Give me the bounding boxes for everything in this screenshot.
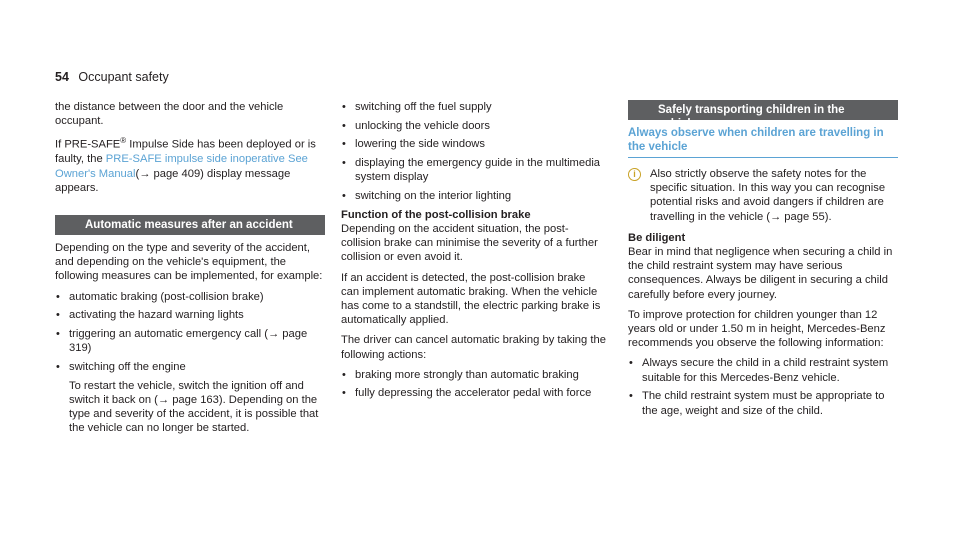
subsection-heading: Always observe when children are travelling in the vehicle	[628, 126, 898, 158]
paragraph: If an accident is detected, the post-collision brake can implement automatic braking. When the vehicle has come to a standstill, the electric parking brake is automatically applied.	[341, 271, 601, 327]
registered-mark: ®	[120, 136, 127, 146]
list-item: • triggering an automatic emergency call (→ page 319)	[55, 327, 325, 355]
text: Impulse Side has been deployed or is faulty, the	[55, 139, 316, 166]
page-header	[55, 70, 169, 84]
paragraph: Depending on the type and severity of the accident, and depending on the vehicle's equipment, the following measures can be implemented, for example:	[55, 241, 323, 283]
child-safety-list	[628, 356, 898, 417]
list-item: • switching off the engine	[55, 360, 325, 374]
list-item: • Always secure the child in a child restraint system suitable for this Mercedes-Benz vehicle.	[628, 356, 898, 384]
list-item: • fully depressing the accelerator pedal with force	[341, 386, 606, 400]
section-heading: Automatic measures after an accident	[55, 215, 325, 235]
list-item: • lowering the side windows	[341, 137, 606, 151]
actions-list	[341, 368, 606, 401]
section-heading: Safely transporting children in the vehicle	[628, 100, 898, 120]
paragraph: The driver can cancel automatic braking by taking the following actions:	[341, 334, 606, 361]
section-title: Occupant safety	[78, 70, 169, 84]
list-item: • switching off the fuel supply	[341, 100, 606, 114]
list-item: • activating the hazard warning lights	[55, 308, 325, 322]
paragraph: the distance between the door and the vehicle occupant.	[55, 101, 284, 128]
page-number: 54	[55, 70, 69, 84]
info-icon: i	[628, 168, 641, 181]
text: (→ page 409) display message appears.	[55, 167, 291, 194]
engine-note: To restart the vehicle, switch the ignition off and switch it back on (→ page 163). Depending on the type and severity of the accident, it is possible that the vehicle can no longer be started.	[69, 379, 319, 435]
measures-list	[55, 290, 325, 375]
info-note	[628, 167, 898, 224]
paragraph: To improve protection for children younger than 12 years old or under 1.50 m in height, Mercedes-Benz recommends you observe the following information:	[628, 308, 886, 350]
paragraph: Bear in mind that negligence when securing a child in the child restraint system may have serious consequences. Always be diligent in securing a child carefully before every journey.	[628, 246, 893, 301]
subsection-title: Be diligent	[628, 231, 686, 244]
column-2	[341, 100, 606, 405]
list-item: • unlocking the vehicle doors	[341, 119, 606, 133]
column-1	[55, 100, 325, 441]
subsection-title: Function of the post-collision brake	[341, 208, 531, 221]
display-message-link[interactable]: PRE-SAFE impulse side inoperative See Owner's Manual	[55, 153, 308, 180]
list-item: • switching on the interior lighting	[341, 189, 606, 203]
list-item: • The child restraint system must be appropriate to the age, weight and size of the child.	[628, 389, 898, 417]
list-item: • braking more strongly than automatic braking	[341, 368, 606, 382]
column-3	[628, 100, 898, 422]
list-item: • automatic braking (post-collision brake)	[55, 290, 325, 304]
text: If PRE-SAFE	[55, 139, 121, 152]
list-item: • displaying the emergency guide in the multimedia system display	[341, 156, 606, 184]
paragraph-presafe	[55, 134, 325, 195]
paragraph: Depending on the accident situation, the post-collision brake can minimise the severity of a further collision or even avoid it.	[341, 222, 598, 264]
note-text: Also strictly observe the safety notes for the specific situation. In this way you can recognise potential risks and avoid dangers if children are travelling in the vehicle (→ page 55).	[650, 168, 886, 223]
measures-list-continued	[341, 100, 606, 203]
